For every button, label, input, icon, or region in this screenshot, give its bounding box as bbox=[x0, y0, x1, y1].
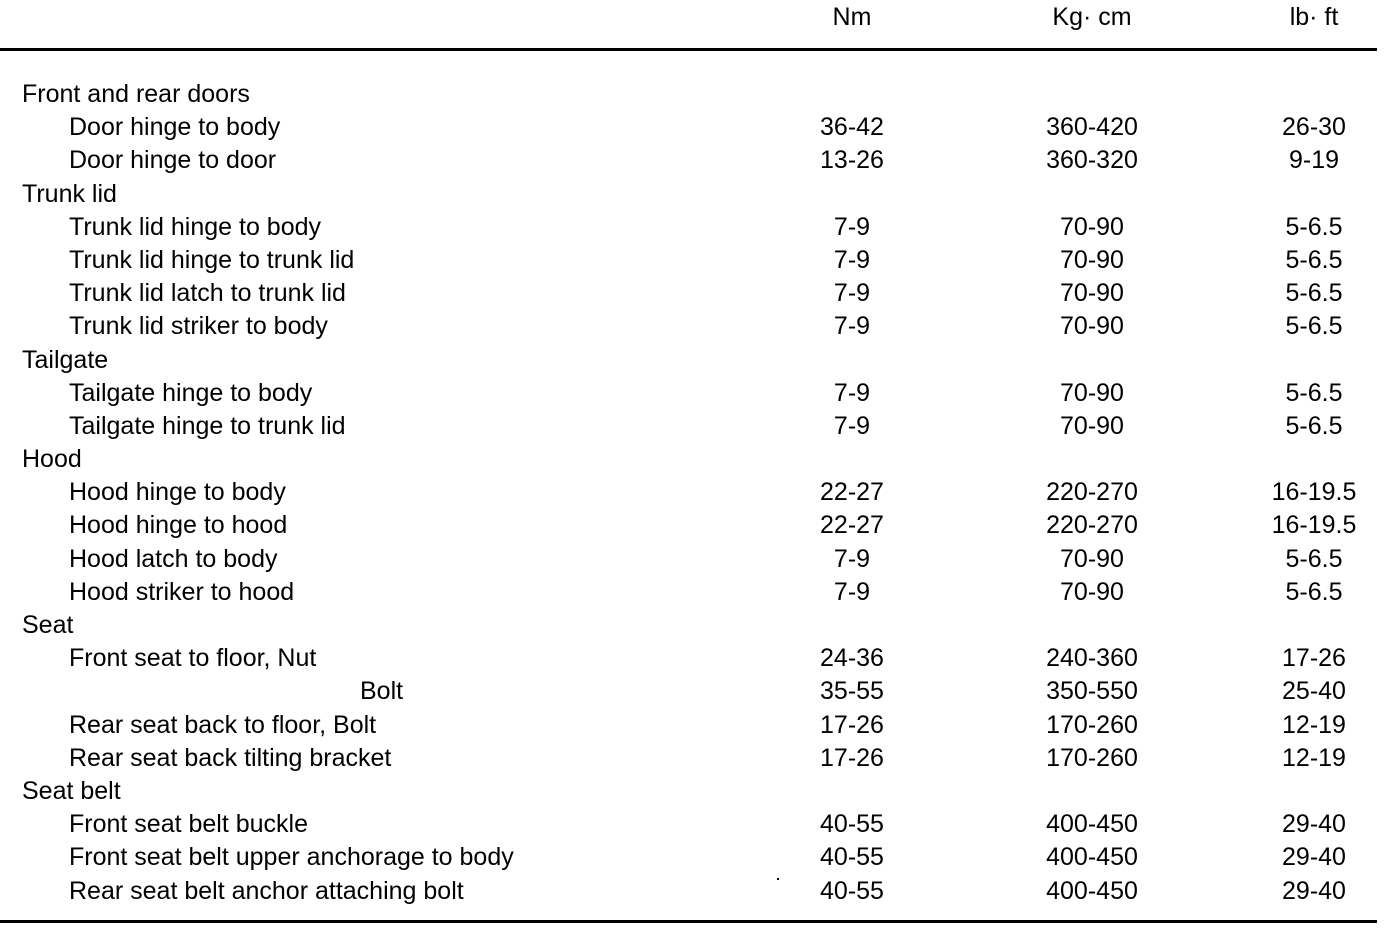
value-nm: 40-55 bbox=[820, 810, 884, 839]
value-nm: 24-36 bbox=[820, 644, 884, 673]
value-lb-ft: 17-26 bbox=[1282, 644, 1346, 673]
category-label: Hood bbox=[22, 445, 82, 474]
item-label: Hood latch to body bbox=[69, 544, 278, 573]
table-row bbox=[0, 310, 1377, 343]
table-row bbox=[0, 642, 1377, 675]
category-row bbox=[0, 344, 1377, 377]
column-header-nm: Nm bbox=[832, 3, 872, 31]
value-nm: 7-9 bbox=[833, 378, 871, 407]
value-lb-ft: 29-40 bbox=[1282, 843, 1346, 872]
value-kg-cm: 400-450 bbox=[1046, 876, 1138, 905]
item-label: Tailgate hinge to trunk lid bbox=[69, 411, 346, 440]
value-nm: 35-55 bbox=[820, 677, 884, 706]
value-lb-ft: 5-6.5 bbox=[1285, 279, 1343, 308]
table-row bbox=[0, 410, 1377, 443]
value-kg-cm: 220-270 bbox=[1046, 478, 1138, 507]
value-kg-cm: 70-90 bbox=[1060, 212, 1124, 241]
value-lb-ft: 29-40 bbox=[1282, 876, 1346, 905]
value-lb-ft: 5-6.5 bbox=[1285, 544, 1343, 573]
value-lb-ft: 5-6.5 bbox=[1285, 378, 1343, 407]
value-kg-cm: 70-90 bbox=[1060, 245, 1124, 274]
table-row bbox=[0, 211, 1377, 244]
table-row bbox=[0, 841, 1377, 874]
value-nm: 7-9 bbox=[833, 312, 871, 341]
scan-speck bbox=[777, 878, 779, 880]
item-label: Tailgate hinge to body bbox=[69, 378, 313, 407]
value-kg-cm: 70-90 bbox=[1060, 378, 1124, 407]
value-lb-ft: 29-40 bbox=[1282, 810, 1346, 839]
table-row bbox=[0, 509, 1377, 542]
value-nm: 36-42 bbox=[820, 113, 884, 142]
category-label: Front and rear doors bbox=[22, 80, 250, 108]
value-nm: 17-26 bbox=[820, 710, 884, 739]
item-label: Trunk lid latch to trunk lid bbox=[69, 279, 346, 308]
item-label: Door hinge to body bbox=[69, 113, 281, 142]
value-lb-ft: 5-6.5 bbox=[1285, 312, 1343, 341]
value-kg-cm: 70-90 bbox=[1060, 577, 1124, 606]
value-nm: 40-55 bbox=[820, 876, 884, 905]
value-lb-ft: 16-19.5 bbox=[1271, 478, 1357, 507]
table-row bbox=[0, 675, 1377, 708]
value-kg-cm: 240-360 bbox=[1046, 644, 1138, 673]
value-nm: 7-9 bbox=[833, 245, 871, 274]
category-label: Trunk lid bbox=[22, 179, 117, 208]
category-row bbox=[0, 78, 1377, 111]
item-label: Front seat belt upper anchorage to body bbox=[69, 843, 514, 872]
value-nm: 22-27 bbox=[820, 511, 884, 540]
item-label: Front seat to floor, Nut bbox=[69, 644, 317, 673]
item-label: Trunk lid hinge to trunk lid bbox=[69, 245, 355, 274]
value-kg-cm: 350-550 bbox=[1046, 677, 1138, 706]
table-row bbox=[0, 576, 1377, 609]
value-nm: 7-9 bbox=[833, 212, 871, 241]
table-row bbox=[0, 808, 1377, 841]
table-row bbox=[0, 244, 1377, 277]
value-lb-ft: 26-30 bbox=[1282, 113, 1346, 142]
item-label: Rear seat back to floor, Bolt bbox=[69, 710, 377, 739]
item-label: Hood hinge to body bbox=[69, 478, 286, 507]
table-row bbox=[0, 543, 1377, 576]
value-lb-ft: 5-6.5 bbox=[1285, 212, 1343, 241]
table-row bbox=[0, 377, 1377, 410]
item-label: Rear seat back tilting bracket bbox=[69, 743, 392, 772]
value-kg-cm: 70-90 bbox=[1060, 312, 1124, 341]
value-lb-ft: 5-6.5 bbox=[1285, 577, 1343, 606]
category-row bbox=[0, 775, 1377, 808]
value-nm: 22-27 bbox=[820, 478, 884, 507]
value-nm: 13-26 bbox=[820, 146, 884, 175]
table-row bbox=[0, 144, 1377, 177]
category-row bbox=[0, 609, 1377, 642]
value-kg-cm: 170-260 bbox=[1046, 710, 1138, 739]
table-row bbox=[0, 875, 1377, 908]
table-row bbox=[0, 476, 1377, 509]
table-row bbox=[0, 111, 1377, 144]
value-lb-ft: 12-19 bbox=[1282, 743, 1346, 772]
value-kg-cm: 360-420 bbox=[1046, 113, 1138, 142]
item-label: Trunk lid hinge to body bbox=[69, 212, 322, 241]
footer-rule bbox=[0, 920, 1377, 923]
value-nm: 7-9 bbox=[833, 411, 871, 440]
value-nm: 17-26 bbox=[820, 743, 884, 772]
value-lb-ft: 12-19 bbox=[1282, 710, 1346, 739]
table-row bbox=[0, 709, 1377, 742]
column-header-kg-cm: Kg· cm bbox=[1052, 3, 1132, 31]
item-label: Hood hinge to hood bbox=[69, 511, 288, 540]
category-label: Seat belt bbox=[22, 776, 121, 805]
value-lb-ft: 16-19.5 bbox=[1271, 511, 1357, 540]
header-rule bbox=[0, 48, 1377, 51]
value-kg-cm: 360-320 bbox=[1046, 146, 1138, 175]
value-nm: 40-55 bbox=[820, 843, 884, 872]
value-kg-cm: 400-450 bbox=[1046, 843, 1138, 872]
value-kg-cm: 70-90 bbox=[1060, 411, 1124, 440]
category-row bbox=[0, 178, 1377, 211]
value-nm: 7-9 bbox=[833, 577, 871, 606]
value-kg-cm: 170-260 bbox=[1046, 743, 1138, 772]
table-body bbox=[0, 78, 1377, 908]
value-kg-cm: 400-450 bbox=[1046, 810, 1138, 839]
item-label: Trunk lid striker to body bbox=[69, 312, 328, 341]
value-kg-cm: 70-90 bbox=[1060, 279, 1124, 308]
value-nm: 7-9 bbox=[833, 279, 871, 308]
item-label: Hood striker to hood bbox=[69, 577, 295, 606]
value-kg-cm: 70-90 bbox=[1060, 544, 1124, 573]
item-label: Front seat belt buckle bbox=[69, 810, 309, 839]
value-kg-cm: 220-270 bbox=[1046, 511, 1138, 540]
value-lb-ft: 5-6.5 bbox=[1285, 411, 1343, 440]
table-row bbox=[0, 277, 1377, 310]
table-row bbox=[0, 742, 1377, 775]
category-label: Seat bbox=[22, 611, 74, 639]
item-label: Rear seat belt anchor attaching bolt bbox=[69, 876, 464, 905]
item-label: Bolt bbox=[360, 677, 404, 706]
category-label: Tailgate bbox=[22, 345, 109, 374]
value-lb-ft: 25-40 bbox=[1282, 677, 1346, 706]
value-lb-ft: 9-19 bbox=[1288, 146, 1340, 175]
item-label: Door hinge to door bbox=[69, 146, 277, 175]
category-row bbox=[0, 443, 1377, 476]
value-nm: 7-9 bbox=[833, 544, 871, 573]
value-lb-ft: 5-6.5 bbox=[1285, 245, 1343, 274]
column-header-lb-ft: lb· ft bbox=[1289, 3, 1339, 31]
